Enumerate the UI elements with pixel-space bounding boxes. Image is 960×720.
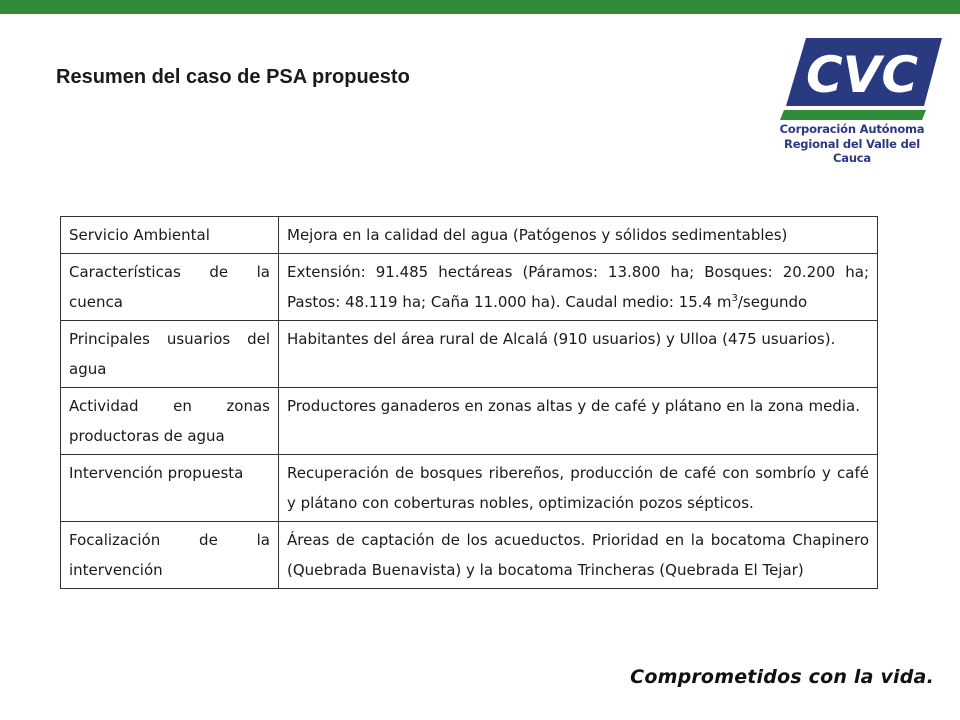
row-value: Áreas de captación de los acueductos. Prioridad en la bocatoma Chapinero (Quebrada Buenavista) y la bocatoma Trincheras (Quebrada El Tejar) — [279, 522, 878, 589]
row-label: Actividad en zonas productoras de agua — [61, 388, 279, 455]
row-label: Focalización de la intervención — [61, 522, 279, 589]
row-value: Mejora en la calidad del agua (Patógenos y sólidos sedimentables) — [279, 217, 878, 254]
row-value-suffix: /segundo — [737, 293, 808, 311]
logo-acronym: CVC — [805, 46, 919, 104]
table-row — [61, 254, 878, 321]
row-value: Productores ganaderos en zonas altas y de café y plátano en la zona media. — [279, 388, 878, 455]
row-label: Principales usuarios del agua — [61, 321, 279, 388]
row-label: Servicio Ambiental — [61, 217, 279, 254]
top-green-bar — [0, 0, 960, 14]
table-row — [61, 217, 878, 254]
row-value-text: Extensión: 91.485 hectáreas (Páramos: 13.800 ha; Bosques: 20.200 ha; Pastos: 48.119 ha; Caña 11.000 ha). Caudal medio: 15.4 m — [287, 263, 869, 311]
row-label: Características de la cuenca — [61, 254, 279, 321]
row-value: Habitantes del área rural de Alcalá (910 usuarios) y Ulloa (475 usuarios). — [279, 321, 878, 388]
footer-slogan: Comprometidos con la vida. — [630, 666, 934, 688]
row-value-superscript: 3 — [731, 293, 738, 304]
row-value: Recuperación de bosques ribereños, producción de café con sombrío y café y plátano con coberturas nobles, optimización pozos sépticos. — [279, 455, 878, 522]
table-row — [61, 321, 878, 388]
table-row — [61, 388, 878, 455]
psa-summary-table — [60, 216, 878, 589]
logo-line-1: Corporación Autónoma — [779, 122, 925, 136]
logo-green-swoosh — [780, 110, 926, 120]
table-row — [61, 522, 878, 589]
row-label: Intervención propuesta — [61, 455, 279, 522]
table-row — [61, 455, 878, 522]
logo-line-2: Regional del Valle del Cauca — [784, 137, 920, 165]
page-title: Resumen del caso de PSA propuesto — [56, 66, 410, 88]
row-value — [279, 254, 878, 321]
